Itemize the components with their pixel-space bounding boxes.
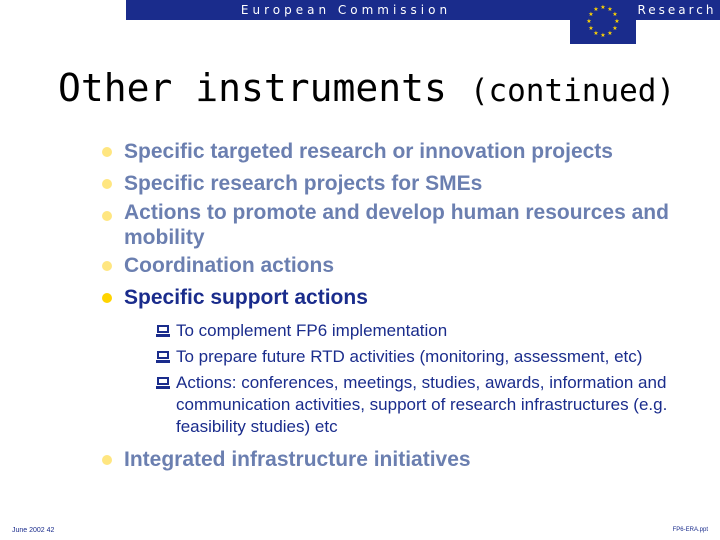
computer-icon bbox=[156, 377, 170, 389]
bullet-dot-icon bbox=[102, 293, 112, 303]
bullet-item bbox=[100, 168, 710, 200]
bullet-dot-icon bbox=[102, 147, 112, 157]
bullet-dot-icon bbox=[102, 261, 112, 271]
svg-text:★: ★ bbox=[612, 25, 618, 32]
bullet-text: Specific research projects for SMEs bbox=[124, 172, 483, 195]
svg-text:★: ★ bbox=[588, 11, 594, 18]
bullet-item bbox=[100, 444, 710, 476]
svg-text:★: ★ bbox=[607, 6, 613, 13]
header-commission-label: European Commission bbox=[240, 3, 452, 17]
sub-bullet-text: To complement FP6 implementation bbox=[176, 321, 448, 340]
bullet-item bbox=[100, 200, 710, 250]
sub-bullet-item bbox=[156, 372, 710, 438]
bullet-text: Coordination actions bbox=[124, 254, 334, 277]
eu-flag-icon bbox=[570, 0, 636, 44]
svg-text:★: ★ bbox=[600, 32, 606, 39]
svg-text:★: ★ bbox=[607, 30, 613, 37]
footer-filename: FP6-ERA.ppt bbox=[672, 527, 708, 533]
computer-icon bbox=[156, 325, 170, 337]
bullet-text: Integrated infrastructure initiatives bbox=[124, 448, 471, 471]
svg-text:★: ★ bbox=[593, 30, 599, 37]
page-title bbox=[58, 66, 678, 110]
bullet-dot-icon bbox=[102, 179, 112, 189]
svg-text:★: ★ bbox=[600, 4, 606, 11]
bullet-text: Actions to promote and develop human resources and mobility bbox=[124, 201, 669, 249]
svg-text:★: ★ bbox=[612, 11, 618, 18]
bullet-dot-icon bbox=[102, 455, 112, 465]
bullet-item-active bbox=[100, 282, 710, 438]
sub-bullet-list bbox=[156, 320, 710, 438]
sub-bullet-item bbox=[156, 346, 710, 368]
svg-text:★: ★ bbox=[588, 25, 594, 32]
svg-text:★: ★ bbox=[614, 18, 620, 25]
sub-bullet-item bbox=[156, 320, 710, 342]
bullet-text: Specific targeted research or innovation projects bbox=[124, 140, 613, 163]
svg-text:★: ★ bbox=[593, 6, 599, 13]
bullet-item bbox=[100, 136, 710, 168]
title-main: Other instruments bbox=[58, 66, 470, 110]
sub-bullet-text: Actions: conferences, meetings, studies, awards, information and communication activities, support of research infrastructures (e.g. feasibility studies) etc bbox=[176, 373, 668, 436]
bullet-text: Specific support actions bbox=[124, 286, 368, 309]
bullet-item bbox=[100, 250, 710, 282]
footer-date-page: June 2002 42 bbox=[12, 527, 55, 534]
bullet-dot-icon bbox=[102, 211, 112, 221]
svg-text:★: ★ bbox=[586, 18, 592, 25]
title-continued: (continued) bbox=[469, 73, 676, 109]
header-research-label: Research bbox=[637, 3, 717, 17]
computer-icon bbox=[156, 351, 170, 363]
bullet-list bbox=[100, 136, 710, 476]
sub-bullet-text: To prepare future RTD activities (monitoring, assessment, etc) bbox=[176, 347, 643, 366]
